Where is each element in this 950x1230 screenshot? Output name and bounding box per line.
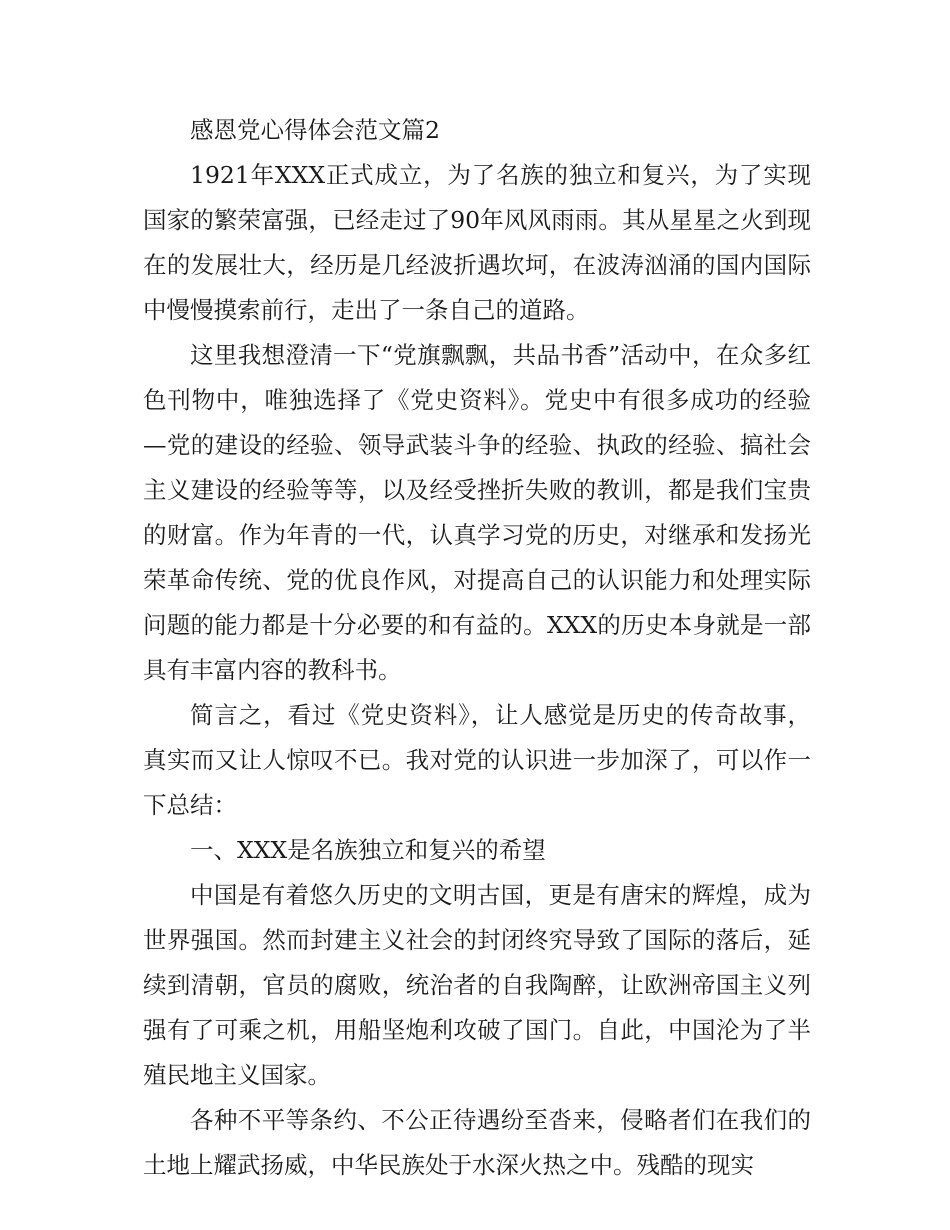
paragraph-3: 简言之，看过《党史资料》，让人感觉是历史的传奇故事，真实而又让人惊叹不已。我对党的认识进一步加深了，可以作一下总结： <box>143 701 811 819</box>
paragraph-1: 1921年XXX正式成立，为了名族的独立和复兴，为了实现国家的繁荣富强，已经走过了90年风风雨雨。其从星星之火到现在的发展壮大，经历是几经波折遇坎坷，在波涛汹涌的国内国际中慢慢摸索前行，走出了一条自己的道路。 <box>143 161 811 324</box>
paragraph-5: 各种不平等条约、不公正待遇纷至沓来，侵略者们在我们的土地上耀武扬威，中华民族处于水深火热之中。残酷的现实 <box>143 1106 811 1179</box>
paragraph-4: 中国是有着悠久历史的文明古国，更是有唐宋的辉煌，成为世界强国。然而封建主义社会的封闭终究导致了国际的落后，延续到清朝，官员的腐败，统治者的自我陶醉，让欧洲帝国主义列强有了可乘之机，用船坚炮利攻破了国门。自此，中国沦为了半殖民地主义国家。 <box>143 881 811 1089</box>
document-page <box>143 108 811 1188</box>
section-heading-1: 一、XXX是名族独立和复兴的希望 <box>190 836 546 864</box>
document-title: 感恩党心得体会范文篇2 <box>190 116 440 144</box>
paragraph-2: 这里我想澄清一下“党旗飘飘，共品书香”活动中，在众多红色刊物中，唯独选择了《党史资料》。党史中有很多成功的经验—党的建设的经验、领导武装斗争的经验、执政的经验、搞社会主义建设的经验等等，以及经受挫折失败的教训，都是我们宝贵的财富。作为年青的一代，认真学习党的历史，对继承和发扬光荣革命传统、党的优良作风，对提高自己的认识能力和处理实际问题的能力都是十分必要的和有益的。XXX的历史本身就是一部具有丰富内容的教科书。 <box>143 341 811 684</box>
